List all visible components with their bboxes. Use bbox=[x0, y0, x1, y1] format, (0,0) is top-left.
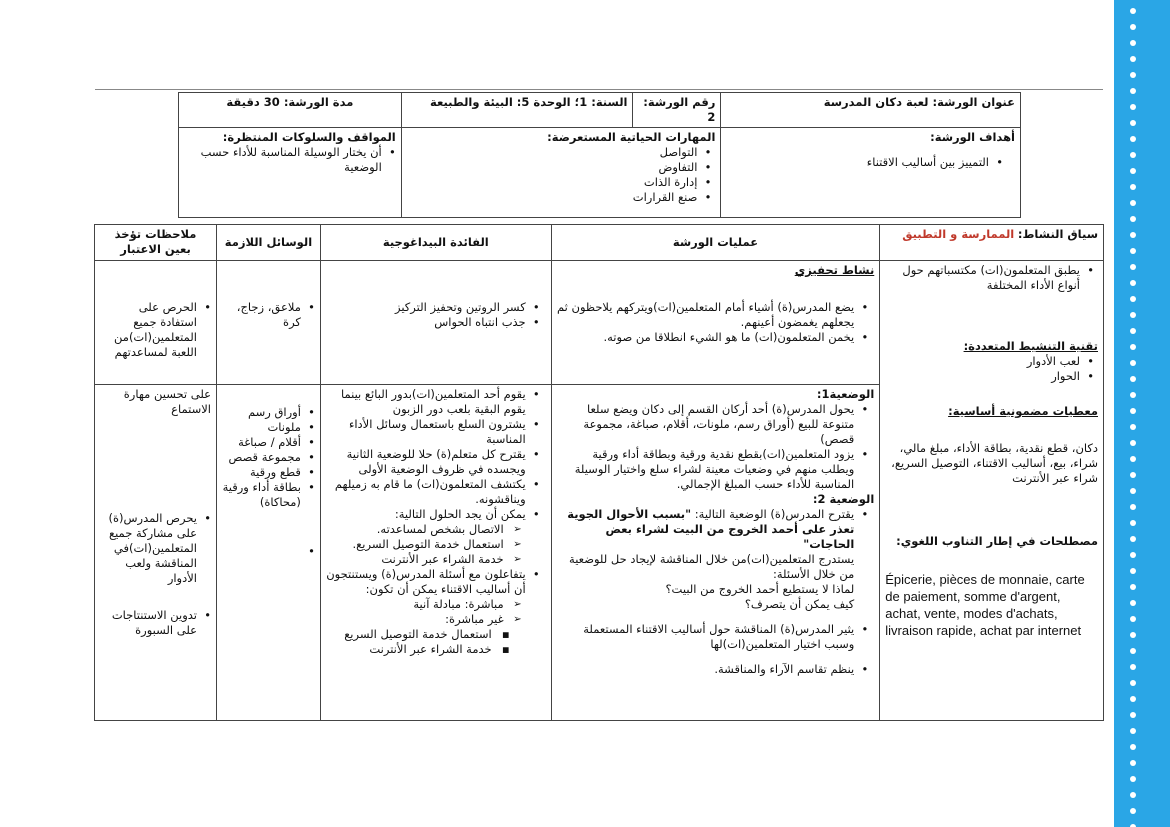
strip-dot bbox=[1130, 440, 1136, 446]
header-table bbox=[178, 92, 1021, 218]
row2-operations bbox=[551, 385, 880, 721]
op2-question-2: كيف يمكن أن يتصرف؟ bbox=[744, 597, 855, 611]
strip-dot bbox=[1130, 40, 1136, 46]
strip-dot bbox=[1130, 776, 1136, 782]
strip-dot bbox=[1130, 696, 1136, 702]
solution-item: ➢ الاتصال بشخص لمساعدته. bbox=[326, 522, 522, 537]
strip-dot bbox=[1130, 88, 1136, 94]
tech-item: • الحوار bbox=[885, 369, 1094, 384]
main-table bbox=[94, 224, 1104, 721]
strip-dot bbox=[1130, 312, 1136, 318]
row1-operations bbox=[551, 261, 880, 385]
decorative-side-strip bbox=[1114, 0, 1170, 827]
solution-item: ➢ استعمال خدمة التوصيل السريع. bbox=[326, 537, 522, 552]
strip-dot bbox=[1130, 504, 1136, 510]
op-item bbox=[557, 507, 869, 612]
strip-dot bbox=[1130, 488, 1136, 494]
workshop-title: عنوان الورشة: لعبة دكان المدرسة bbox=[721, 93, 1021, 128]
context-label-red: الممارسة و التطبيق bbox=[902, 227, 1015, 241]
goal-item: • التمييز بين أساليب الاقتناء bbox=[726, 155, 1003, 170]
workshop-number: رقم الورشة: 2 bbox=[633, 93, 721, 128]
op-item: • يثير المدرس(ة) المناقشة حول أساليب الاقتناء المستعملة وسبب اختيار المتعلمين(ات)لها bbox=[557, 622, 869, 652]
strip-dot bbox=[1130, 56, 1136, 62]
method-sub-item: ▪ خدمة الشراء عبر الأنترنت bbox=[326, 642, 510, 657]
method-sub-item: ▪ استعمال خدمة التوصيل السريع bbox=[326, 627, 510, 642]
strip-dot bbox=[1130, 264, 1136, 270]
year-unit: السنة: 1؛ الوحدة 5: البيئة والطبيعة bbox=[401, 93, 633, 128]
tool-item: • أوراق رسم bbox=[222, 405, 315, 420]
context-header bbox=[880, 225, 1104, 261]
strip-dot bbox=[1130, 136, 1136, 142]
workshop-duration: مدة الورشة: 30 دقيقة bbox=[179, 93, 402, 128]
tools-header: الوسائل اللازمة bbox=[217, 225, 321, 261]
note-item: • يحرص المدرس(ة) على مشاركة جميع المتعلمين(ات)في المناقشة ولعب الأدوار bbox=[100, 511, 211, 586]
strip-dot bbox=[1130, 584, 1136, 590]
attitudes-label: المواقف والسلوكات المنتظرة: bbox=[222, 130, 396, 144]
benefit-item: • جذب انتباه الحواس bbox=[326, 315, 540, 330]
strip-dot bbox=[1130, 392, 1136, 398]
strip-dot bbox=[1130, 104, 1136, 110]
op-item: • يخمن المتعلمون(ات) ما هو الشيء انطلاقا من صوته. bbox=[557, 330, 869, 345]
strip-dot bbox=[1130, 472, 1136, 478]
method-item: ➢ غير مباشرة: bbox=[326, 612, 522, 627]
row2-tools bbox=[217, 385, 321, 721]
section-motivation: نشاط تحفيزي bbox=[794, 263, 875, 277]
terms-text: Épicerie, pièces de monnaie, carte de paiement, somme d'argent, achat, vente, modes d'achats, livraison rapide, achat par internet bbox=[885, 572, 1085, 638]
skills-label: المهارات الحياتية المستعرضة: bbox=[547, 130, 716, 144]
strip-dot bbox=[1130, 616, 1136, 622]
skill-item: • التفاوض bbox=[407, 160, 712, 175]
strip-dot bbox=[1130, 280, 1136, 286]
op2-intro: يقترح المدرس(ة) الوضعية التالية: bbox=[691, 507, 855, 521]
op2-scenario: "بسبب الأحوال الجوية تعذر على أحمد الخروج من البيت لشراء بعض الحاجات" bbox=[567, 507, 855, 551]
strip-dot bbox=[1130, 344, 1136, 350]
benefit-item: • يتفاعلون مع أسئلة المدرس(ة) ويستنتجون أن أساليب الاقتناء يمكن أن تكون: bbox=[326, 567, 540, 597]
benefit-item: • يشترون السلع باستعمال وسائل الأداء المناسبة bbox=[326, 417, 540, 447]
op-item: • يحول المدرس(ة) أحد أركان القسم إلى دكان ويضع سلعا متنوعة للبيع (أوراق رسم، ملونات، أقلام، صباغة، مجموعة قصص) bbox=[557, 402, 869, 447]
goals-cell bbox=[721, 128, 1021, 218]
strip-dot bbox=[1130, 760, 1136, 766]
attitudes-cell bbox=[179, 128, 402, 218]
strip-dot bbox=[1130, 200, 1136, 206]
section-2: الوضعية 2: bbox=[812, 492, 875, 506]
tool-item: • قطع ورقية bbox=[222, 465, 315, 480]
tool-item: • بطاقة أداء ورقية (محاكاة) bbox=[222, 480, 315, 510]
note-item: • الحرص على استفادة جميع المتعلمين(ات)من اللعبة لمساعدتهم bbox=[100, 300, 211, 360]
strip-dot bbox=[1130, 72, 1136, 78]
method-item: ➢ مباشرة: مبادلة آنية bbox=[326, 597, 522, 612]
top-rule bbox=[95, 89, 1103, 90]
benefit-item: • يمكن أن يجد الحلول التالية: bbox=[326, 507, 540, 522]
strip-dot bbox=[1130, 120, 1136, 126]
benefit-header: الفائدة البيداغوجية bbox=[320, 225, 551, 261]
operations-header: عمليات الورشة bbox=[551, 225, 880, 261]
notes-header: ملاحظات تؤخذ بعين الاعتبار bbox=[95, 225, 217, 261]
solution-item: ➢ خدمة الشراء عبر الأنترنت bbox=[326, 552, 522, 567]
strip-dot bbox=[1130, 24, 1136, 30]
op-item: • ينظم تقاسم الآراء والمناقشة. bbox=[557, 662, 869, 677]
skill-item: • صنع القرارات bbox=[407, 190, 712, 205]
strip-dot bbox=[1130, 552, 1136, 558]
op-item: • يضع المدرس(ة) أشياء أمام المتعلمين(ات)ويتركهم يلاحظون ثم يجعلهم يغمضون أعينهم. bbox=[557, 300, 869, 330]
row1-notes bbox=[95, 261, 217, 385]
strip-dot bbox=[1130, 744, 1136, 750]
strip-dot bbox=[1130, 184, 1136, 190]
strip-dot bbox=[1130, 632, 1136, 638]
strip-dot bbox=[1130, 168, 1136, 174]
benefit-item: • يقترح كل متعلم(ة) حلا للوضعية الثانية ويجسده في ظروف الوضعية الأولى bbox=[326, 447, 540, 477]
row2-notes bbox=[95, 385, 217, 721]
strip-dot bbox=[1130, 248, 1136, 254]
strip-dot bbox=[1130, 792, 1136, 798]
skills-cell bbox=[401, 128, 721, 218]
tool-item: • مجموعة قصص bbox=[222, 450, 315, 465]
benefit-item: • كسر الروتين وتحفيز التركيز bbox=[326, 300, 540, 315]
strip-dot bbox=[1130, 424, 1136, 430]
strip-dot bbox=[1130, 216, 1136, 222]
strip-dot bbox=[1130, 408, 1136, 414]
content-text: دكان، قطع نقدية، بطاقة الأداء، مبلغ مالي، شراء، بيع، أساليب الاقتناء، التوصيل السريع، شراء عبر الأنترنت bbox=[891, 441, 1098, 485]
strip-dot bbox=[1130, 568, 1136, 574]
strip-dot bbox=[1130, 360, 1136, 366]
strip-dot bbox=[1130, 376, 1136, 382]
strip-dot bbox=[1130, 728, 1136, 734]
strip-dot bbox=[1130, 808, 1136, 814]
context-label: سياق النشاط: bbox=[1017, 227, 1098, 241]
strip-dot bbox=[1130, 152, 1136, 158]
strip-dot bbox=[1130, 664, 1136, 670]
tech-label: تقنية التنشيط المتعددة: bbox=[963, 339, 1098, 353]
strip-dot bbox=[1130, 648, 1136, 654]
op-item: • يزود المتعلمين(ات)بقطع نقدية ورقية وبطاقة أداء ورقية ويطلب منهم في وضعيات معينة لشراء سلع واختيار الوسيلة المناسبة للأداء حسب المبلغ الإجمالي. bbox=[557, 447, 869, 492]
strip-dot bbox=[1130, 328, 1136, 334]
op2-rest: يستدرج المتعلمين(ات)من خلال المناقشة لإيجاد حل للوضعية من خلال الأسئلة: bbox=[569, 552, 855, 581]
attitude-item: • أن يختار الوسيلة المناسبة للأداء حسب الوضعية bbox=[184, 145, 396, 175]
op2-question-1: لماذا لا يستطيع أحمد الخروج من البيت؟ bbox=[665, 582, 855, 596]
tech-item: • لعب الأدوار bbox=[885, 354, 1094, 369]
strip-dot bbox=[1130, 456, 1136, 462]
strip-dot bbox=[1130, 520, 1136, 526]
skill-item: • إدارة الذات bbox=[407, 175, 712, 190]
row1-tools bbox=[217, 261, 321, 385]
strip-dot bbox=[1130, 536, 1136, 542]
strip-dot bbox=[1130, 600, 1136, 606]
strip-dot bbox=[1130, 712, 1136, 718]
context-item: • يطبق المتعلمون(ات) مكتسباتهم حول أنواع الأداء المختلفة bbox=[885, 263, 1094, 293]
tool-item: • ملاعق، زجاج، كرة bbox=[222, 300, 315, 330]
strip-dot bbox=[1130, 680, 1136, 686]
strip-dot bbox=[1130, 8, 1136, 14]
section-1: الوضعية1: bbox=[816, 387, 875, 401]
strip-dot bbox=[1130, 296, 1136, 302]
content-label: معطيات مضمونية أساسية: bbox=[948, 404, 1098, 418]
tool-item: • أقلام / صباغة bbox=[222, 435, 315, 450]
note-item: • تدوين الاستنتاجات على السبورة bbox=[100, 608, 211, 638]
terms-label: مصطلحات في إطار التناوب اللغوي: bbox=[896, 534, 1098, 548]
tool-item: • ملونات bbox=[222, 420, 315, 435]
strip-dot bbox=[1130, 232, 1136, 238]
row2-benefit bbox=[320, 385, 551, 721]
row1-benefit bbox=[320, 261, 551, 385]
side-column bbox=[880, 261, 1104, 721]
benefit-item: • يكتشف المتعلمون(ات) ما قام به زميلهم ويناقشونه. bbox=[326, 477, 540, 507]
note-text: على تحسين مهارة الاستماع bbox=[123, 387, 211, 416]
skill-item: • التواصل bbox=[407, 145, 712, 160]
goals-label: أهداف الورشة: bbox=[930, 130, 1015, 144]
benefit-item: • يقوم أحد المتعلمين(ات)بدور البائع بينما يقوم البقية بلعب دور الزبون bbox=[326, 387, 540, 417]
